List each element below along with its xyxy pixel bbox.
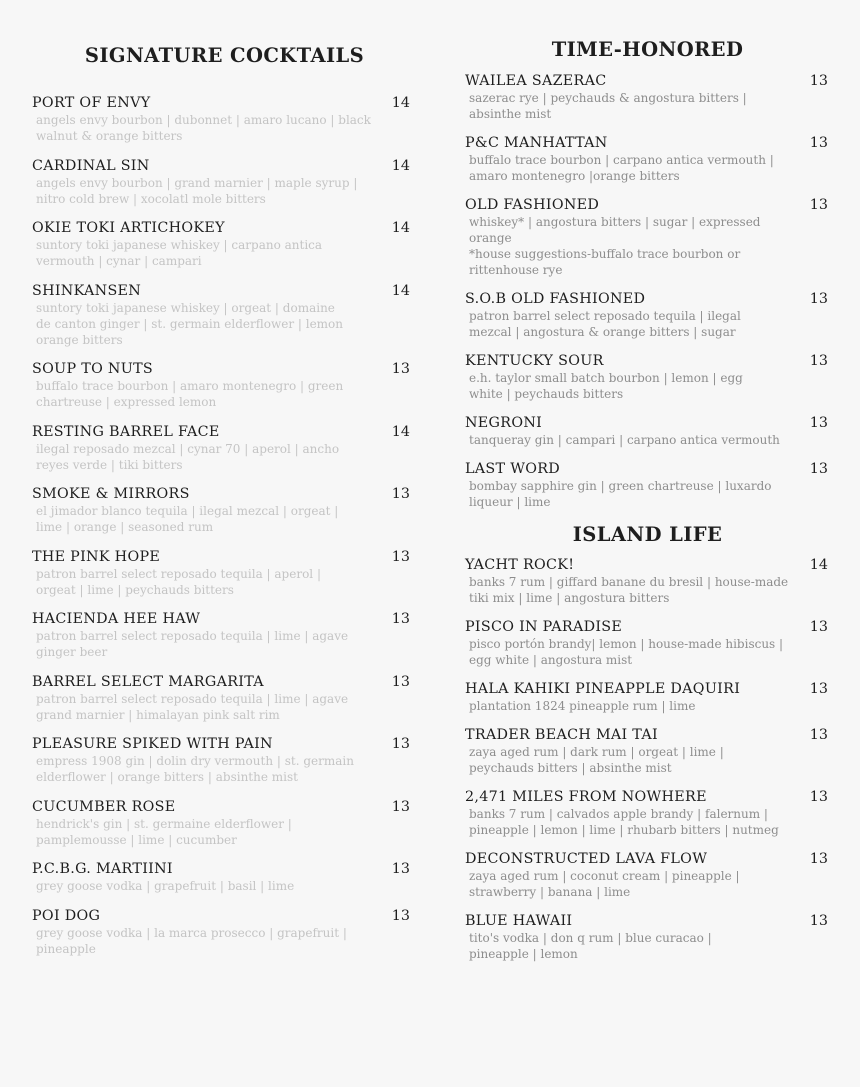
menu-item-name: PLEASURE SPIKED WITH PAIN — [32, 736, 273, 752]
menu-item — [32, 486, 412, 535]
menu-item — [465, 727, 830, 776]
menu-item-description: tito's vodka | don q rum | blue curacao | pineapple | lemon — [469, 931, 712, 961]
menu-item — [32, 424, 412, 473]
menu-item-name: KENTUCKY SOUR — [465, 353, 604, 369]
menu-item-description: sazerac rye | peychauds & angostura bitters | absinthe mist — [469, 91, 747, 121]
menu-item-name: PISCO IN PARADISE — [465, 619, 623, 635]
menu-item-description: angels envy bourbon | dubonnet | amaro lucano | black walnut & orange bitters — [36, 113, 371, 143]
menu-item-title-row — [465, 619, 830, 635]
menu-item-name: S.O.B OLD FASHIONED — [465, 291, 646, 307]
right-column — [465, 0, 830, 975]
signature-cocktails-list — [32, 95, 412, 957]
menu-item-title-row — [32, 549, 412, 565]
menu-item — [32, 611, 412, 660]
menu-item-title-row — [32, 861, 412, 877]
menu-item-title-row — [32, 736, 412, 752]
section-heading: SIGNATURE COCKTAILS — [84, 44, 365, 67]
menu-item-description: empress 1908 gin | dolin dry vermouth | st. germain elderflower | orange bitters | absinthe mist — [36, 754, 354, 784]
menu-item-name: WAILEA SAZERAC — [465, 73, 607, 89]
section-heading: TIME-HONORED — [551, 38, 744, 61]
menu-item-title-row — [32, 283, 412, 299]
menu-item-price: 13 — [391, 486, 410, 502]
menu-item-price: 13 — [391, 548, 410, 565]
menu-item-description: patron barrel select reposado tequila | lime | agave ginger beer — [36, 629, 349, 659]
menu-item-price: 13 — [391, 361, 410, 377]
menu-item-description: patron barrel select reposado tequila | lime | agave grand marnier | himalayan pink salt rim — [36, 691, 349, 722]
menu-item — [32, 361, 412, 410]
menu-item-name: HALA KAHIKI PINEAPPLE DAQUIRI — [465, 681, 741, 697]
menu-item-price: 13 — [809, 727, 828, 743]
menu-item-price: 14 — [391, 157, 410, 174]
menu-item-name: HACIENDA HEE HAW — [32, 611, 201, 627]
menu-item-name: YACHT ROCK! — [465, 557, 575, 573]
menu-item-title-row — [32, 674, 412, 690]
menu-item-title-row — [465, 415, 830, 431]
menu-item-title-row — [465, 291, 830, 307]
menu-item-title-row — [465, 461, 830, 477]
menu-item-title-row — [465, 135, 830, 151]
menu-item-description: grey goose vodka | la marca prosecco | grapefruit | pineapple — [36, 925, 347, 956]
menu-item-price: 13 — [809, 415, 828, 431]
menu-item-name: LAST WORD — [465, 461, 561, 477]
menu-item-price: 14 — [391, 282, 410, 299]
menu-item-name: PORT OF ENVY — [32, 95, 151, 111]
menu-item-description: el jimador blanco tequila | ilegal mezcal | orgeat | lime | orange | seasoned rum — [36, 504, 339, 534]
menu-item — [465, 415, 830, 448]
menu-item-title-row — [465, 197, 830, 213]
menu-item-price: 14 — [391, 423, 410, 440]
menu-item-title-row — [465, 789, 830, 805]
menu-item — [465, 197, 830, 278]
menu-item-price: 13 — [809, 681, 828, 697]
menu-item-description: pisco portón brandy| lemon | house-made hibiscus | egg white | angostura mist — [469, 637, 784, 667]
menu-item-name: CARDINAL SIN — [32, 157, 150, 174]
menu-item-title-row — [465, 727, 830, 743]
menu-item-name: OKIE TOKI ARTICHOKEY — [32, 220, 225, 236]
menu-item — [465, 291, 830, 340]
menu-item-description: patron barrel select reposado tequila | ilegal mezcal | angostura & orange bitters | sugar — [469, 309, 741, 339]
menu-item-description: zaya aged rum | coconut cream | pineapple | strawberry | banana | lime — [469, 869, 740, 899]
menu-item-price: 13 — [809, 913, 828, 929]
menu-item — [465, 681, 830, 714]
menu-item-description: buffalo trace bourbon | amaro montenegro | green chartreuse | expressed lemon — [36, 379, 344, 409]
menu-item — [465, 913, 830, 962]
menu-item-price: 13 — [809, 135, 828, 151]
menu-item-name: CUCUMBER ROSE — [32, 798, 176, 815]
menu-item-name: RESTING BARREL FACE — [32, 423, 220, 440]
menu-item — [32, 674, 412, 723]
menu-item-description: grey goose vodka | grapefruit | basil | lime — [36, 879, 295, 893]
island-life-section — [465, 523, 830, 962]
menu-item-title-row — [465, 73, 830, 89]
menu-item-price: 13 — [391, 736, 410, 752]
menu-item-price: 13 — [809, 789, 828, 805]
menu-item-price: 14 — [391, 220, 410, 236]
menu-item-title-row — [32, 799, 412, 815]
menu-item-price: 13 — [809, 353, 828, 369]
menu-item-price: 13 — [809, 197, 828, 213]
menu-item-name: 2,471 MILES FROM NOWHERE — [465, 789, 707, 805]
menu-item-description: e.h. taylor small batch bourbon | lemon | egg white | peychauds bitters — [469, 371, 743, 401]
menu-item-price: 13 — [809, 291, 828, 307]
menu-item — [465, 461, 830, 510]
menu-item — [32, 861, 412, 894]
menu-item-price: 13 — [809, 73, 828, 89]
menu-item-description: buffalo trace bourbon | carpano antica vermouth | amaro montenegro |orange bitters — [469, 153, 774, 183]
menu-item — [465, 353, 830, 402]
menu-item — [32, 736, 412, 785]
menu-item — [32, 799, 412, 848]
menu-item-price: 13 — [809, 619, 828, 635]
menu-item-description: plantation 1824 pineapple rum | lime — [469, 699, 696, 713]
menu-item-name: THE PINK HOPE — [32, 548, 161, 565]
menu-item-price: 13 — [391, 611, 410, 627]
menu-item-description: suntory toki japanese whiskey | orgeat | domaine de canton ginger | st. germain elderflower | lemon orange bitters — [36, 300, 344, 347]
menu-item — [465, 851, 830, 900]
menu-item-name: SOUP TO NUTS — [32, 361, 154, 377]
menu-item-title-row — [465, 557, 830, 573]
menu-item-name: TRADER BEACH MAI TAI — [465, 727, 658, 743]
island-life-list — [465, 557, 830, 962]
menu-item-title-row — [465, 913, 830, 929]
menu-item — [32, 549, 412, 598]
menu-item-description: hendrick's gin | st. germaine elderflower | pamplemousse | lime | cucumber — [36, 816, 292, 847]
menu-item-title-row — [32, 486, 412, 502]
menu-item-title-row — [32, 361, 412, 377]
menu-item-name: SMOKE & MIRRORS — [32, 486, 190, 502]
signature-cocktails-section — [32, 0, 412, 970]
menu-item — [465, 619, 830, 668]
menu-item-description: tanqueray gin | campari | carpano antica vermouth — [469, 433, 780, 447]
menu-item-price: 13 — [391, 907, 410, 924]
menu-item-price: 13 — [391, 798, 410, 815]
menu-item-title-row — [32, 158, 412, 174]
menu-item — [32, 158, 412, 207]
section-heading: ISLAND LIFE — [572, 523, 723, 546]
menu-item-name: BLUE HAWAII — [465, 913, 573, 929]
menu-item — [32, 908, 412, 957]
menu-item — [465, 557, 830, 606]
menu-item-description: banks 7 rum | giffard banane du bresil | house-made tiki mix | lime | angostura bitters — [469, 575, 789, 605]
menu-item-title-row — [32, 611, 412, 627]
menu-item-title-row — [465, 353, 830, 369]
menu-item-description: bombay sapphire gin | green chartreuse | luxardo liqueur | lime — [469, 479, 772, 509]
menu-item-name: BARREL SELECT MARGARITA — [32, 673, 264, 690]
menu-item-price: 13 — [809, 461, 828, 477]
menu-item-name: SHINKANSEN — [32, 282, 142, 299]
menu-item-title-row — [465, 851, 830, 867]
menu-item-price: 14 — [809, 557, 828, 573]
menu-item-price: 13 — [809, 851, 828, 867]
menu-item — [32, 283, 412, 348]
menu-item-title-row — [32, 424, 412, 440]
menu-item-price: 14 — [391, 95, 410, 111]
menu-item-title-row — [32, 908, 412, 924]
menu-item-name: NEGRONI — [465, 415, 543, 431]
menu-item-name: DECONSTRUCTED LAVA FLOW — [465, 851, 708, 867]
menu-item-description: patron barrel select reposado tequila | aperol | orgeat | lime | peychauds bitters — [36, 566, 321, 597]
time-honored-list — [465, 73, 830, 510]
menu-item-description: ilegal reposado mezcal | cynar 70 | aperol | ancho reyes verde | tiki bitters — [36, 441, 340, 472]
menu-item-name: P&C MANHATTAN — [465, 135, 608, 151]
menu-item — [465, 789, 830, 838]
menu-item-description: angels envy bourbon | grand marnier | maple syrup | nitro cold brew | xocolatl mole bitters — [36, 175, 358, 206]
menu-item-description: suntory toki japanese whiskey | carpano antica vermouth | cynar | campari — [36, 238, 323, 268]
menu-item — [32, 95, 412, 144]
menu-item-title-row — [465, 681, 830, 697]
menu-item-description: banks 7 rum | calvados apple brandy | falernum | pineapple | lemon | lime | rhubarb bitters | nutmeg — [469, 807, 779, 837]
menu-item-name: P.C.B.G. MARTIINI — [32, 861, 173, 877]
menu-item-description: whiskey* | angostura bitters | sugar | expressed orange *house suggestions-buffalo trace bourbon or rittenhouse rye — [469, 215, 761, 277]
menu-item — [465, 73, 830, 122]
menu-item — [465, 135, 830, 184]
menu-item-title-row — [32, 95, 412, 111]
menu-item-description: zaya aged rum | dark rum | orgeat | lime | peychauds bitters | absinthe mist — [469, 745, 724, 775]
menu-item-name: POI DOG — [32, 907, 101, 924]
menu-item-title-row — [32, 220, 412, 236]
menu-item-name: OLD FASHIONED — [465, 197, 600, 213]
menu-item-price: 13 — [391, 673, 410, 690]
time-honored-section — [465, 38, 830, 510]
menu-item-price: 13 — [391, 861, 410, 877]
menu-item — [32, 220, 412, 269]
